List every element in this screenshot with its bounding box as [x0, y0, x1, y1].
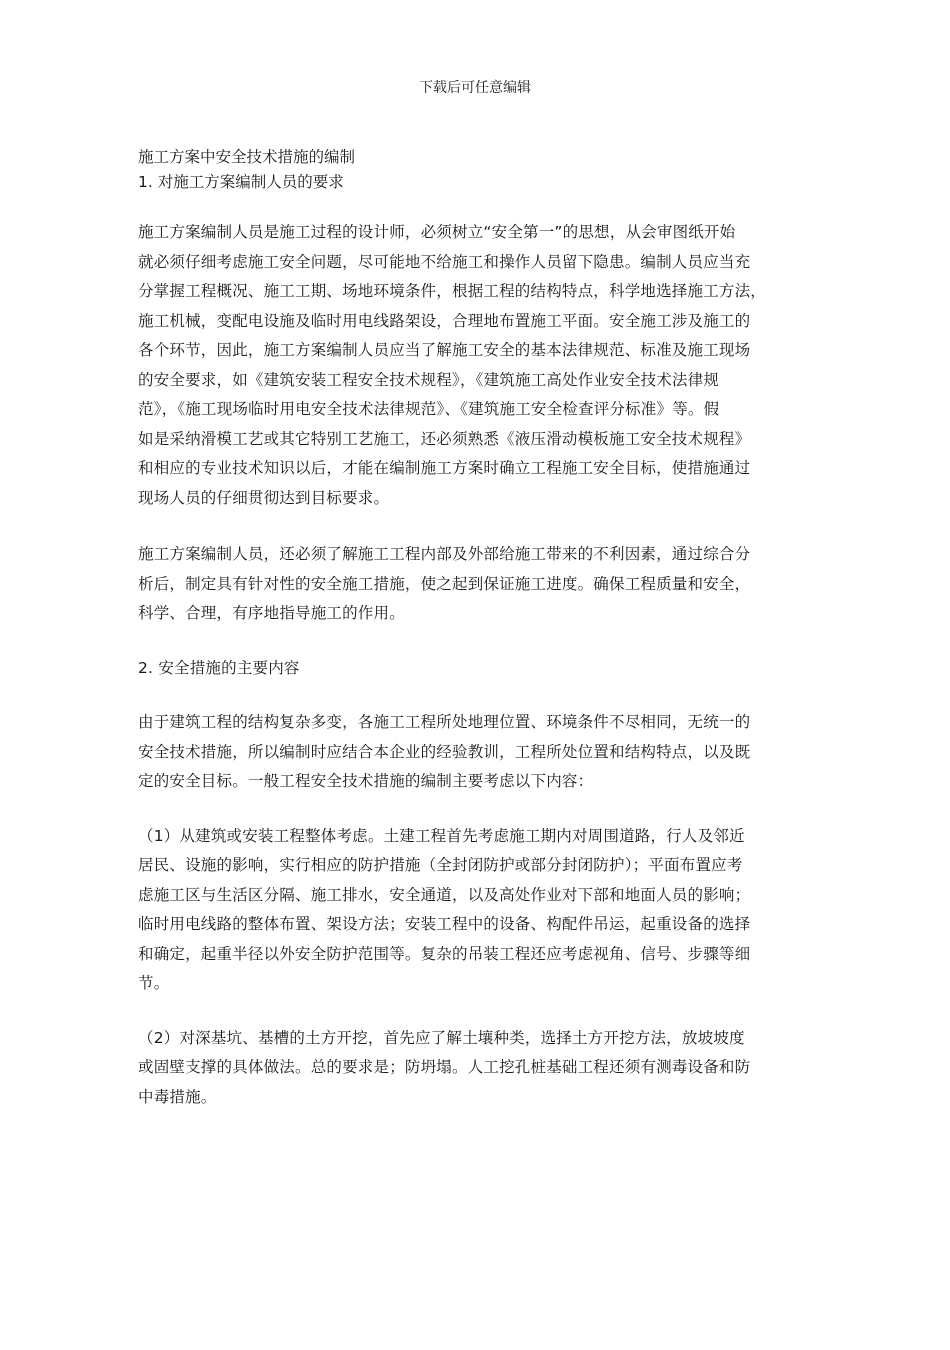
- paragraph-3: [138, 708, 814, 797]
- paragraph-1: [138, 218, 814, 513]
- text-line: （1）从建筑或安装工程整体考虑。土建工程首先考虑施工期内对周围道路，行人及邻近: [138, 826, 745, 845]
- text-line: 安全技术措施，所以编制时应结合本企业的经验教训，工程所处位置和结构特点，以及既: [138, 742, 751, 761]
- text-line: 或固壁支撑的具体做法。总的要求是；防坍塌。人工挖孔桩基础工程还须有测毒设备和防: [138, 1058, 751, 1076]
- text-line: 就必须仔细考虑施工安全问题，尽可能地不给施工和操作人员留下隐患。编制人员应当充: [138, 252, 751, 271]
- text-line: 各个环节，因此，施工方案编制人员应当了解施工安全的基本法律规范、标准及施工现场: [138, 341, 751, 359]
- text-line: 和相应的专业技术知识以后，才能在编制施工方案时确立工程施工安全目标，使措施通过: [138, 459, 751, 477]
- text-line: 如是采纳滑模工艺或其它特别工艺施工，还必须熟悉《液压滑动模板施工安全技术规程》: [138, 429, 751, 448]
- text-line: 施工方案编制人员，还必须了解施工工程内部及外部给施工带来的不利因素，通过综合分: [138, 545, 751, 563]
- text-line: 析后，制定具有针对性的安全施工措施，使之起到保证施工进度。确保工程质量和安全，: [138, 574, 751, 593]
- text-line: 现场人员的仔细贯彻达到目标要求。: [138, 488, 390, 507]
- text-line: 居民、设施的影响，实行相应的防护措施（全封闭防护或部分封闭防护）；平面布置应考: [138, 856, 743, 874]
- text-line: 节。: [138, 974, 170, 992]
- paragraph-4: [138, 822, 814, 999]
- section-2-heading: 2. 安全措施的主要内容: [138, 658, 300, 677]
- text-line: （2）对深基坑、基槽的土方开挖，首先应了解土壤种类，选择土方开挖方法，放坡坡度: [138, 1028, 745, 1047]
- text-line: 临时用电线路的整体布置、架设方法；安装工程中的设备、构配件吊运，起重设备的选择: [138, 915, 751, 933]
- text-line: 定的安全目标。一般工程安全技术措施的编制主要考虑以下内容：: [138, 772, 594, 790]
- text-line: 科学、合理，有序地指导施工的作用。: [138, 604, 405, 622]
- text-line: 范》，《施工现场临时用电安全技术法律规范》、《建筑施工安全检查评分标准》等。假: [138, 400, 720, 418]
- text-line: 的安全要求，如《建筑安装工程安全技术规程》，《建筑施工高处作业安全技术法律规: [138, 370, 720, 389]
- document-body: [138, 145, 814, 1112]
- text-line: 虑施工区与生活区分隔、施工排水，安全通道，以及高处作业对下部和地面人员的影响；: [138, 885, 751, 904]
- text-line: 施工方案编制人员是施工过程的设计师，必须树立“安全第一”的思想，从会审图纸开始: [138, 223, 736, 241]
- paragraph-5: [138, 1024, 814, 1113]
- text-line: 分掌握工程概况、施工工期、场地环境条件，根据工程的结构特点，科学地选择施工方法，: [138, 282, 767, 300]
- document-title: 施工方案中安全技术措施的编制: [138, 148, 356, 166]
- section-1-heading: 1. 对施工方案编制人员的要求: [138, 173, 344, 191]
- text-line: 和确定，起重半径以外安全防护范围等。复杂的吊装工程还应考虑视角、信号、步骤等细: [138, 944, 751, 963]
- text-line: 由于建筑工程的结构复杂多变，各施工工程所处地理位置、环境条件不尽相同，无统一的: [138, 713, 751, 731]
- paragraph-2: [138, 540, 814, 629]
- text-line: 中毒措施。: [138, 1087, 217, 1106]
- page-header: 下载后可任意编辑: [419, 80, 531, 96]
- text-line: 施工机械，变配电设施及临时用电线路架设，合理地布置施工平面。安全施工涉及施工的: [138, 311, 751, 330]
